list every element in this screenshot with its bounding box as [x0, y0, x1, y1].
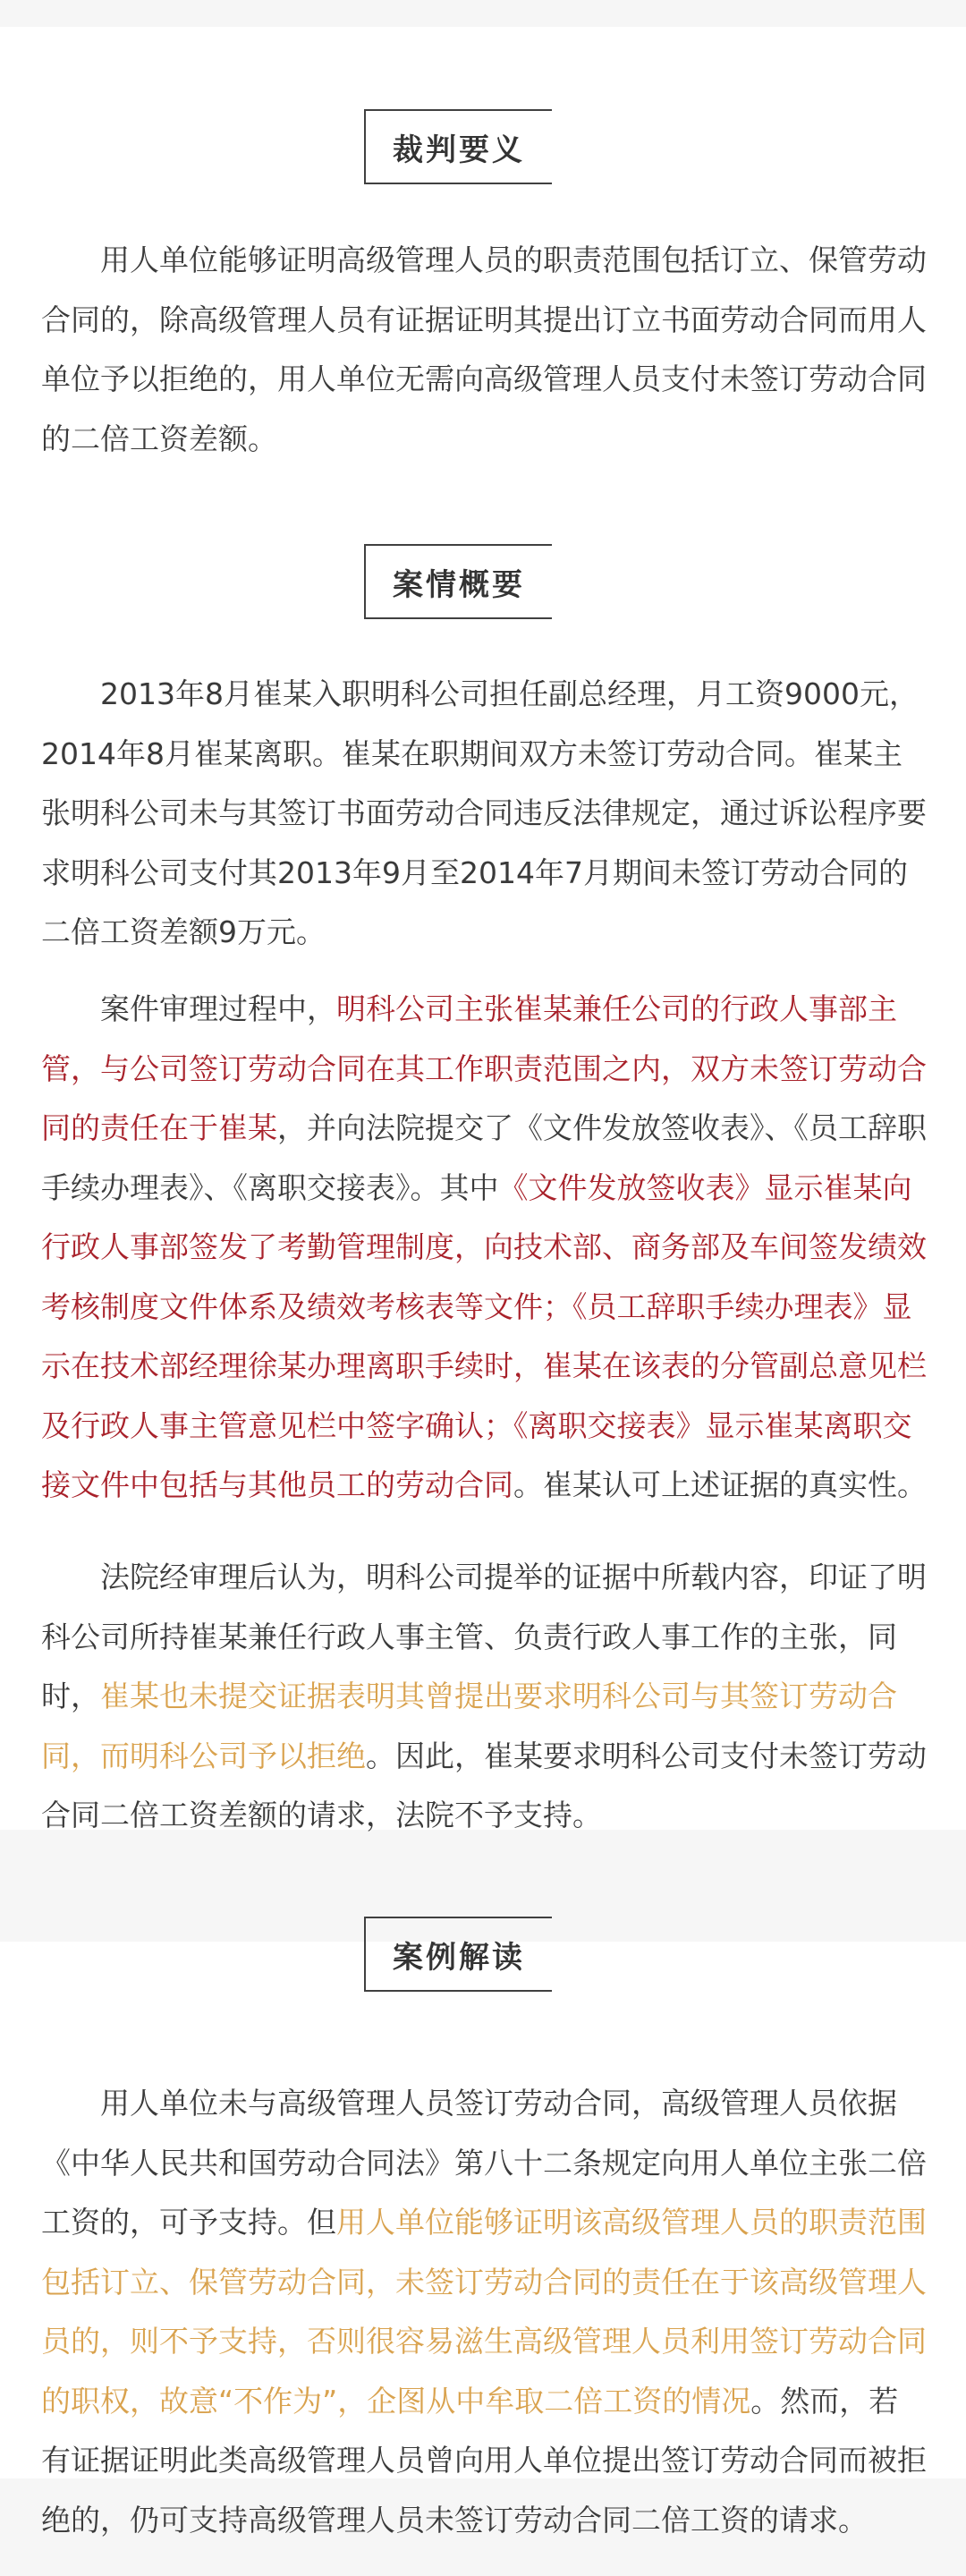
- section-title-interpretation: 案例解读: [364, 1917, 552, 1992]
- paragraph-text: ，并向法院提交了《文件发放签收表》、《员工辞职手续办理表》、《离职交接表》。其中: [41, 1110, 927, 1205]
- highlight-red-text: 《文件发放签收表》显示崔某向行政人事部签发了考勤管理制度，向技术部、商务部及车间签发绩效考核制度文件体系及绩效考核表等文件；《员工辞职手续办理表》显示在技术部经理徐某办理离职手续时，崔某在该表的分管副总意见栏及行政人事主管意见栏中签字确认；《离职交接表》显示崔某离职交接文件中包括与其他员工的劳动合同: [41, 1169, 927, 1502]
- highlight-orange-text: 用人单位能够证明该高级管理人员的职责范围包括订立、保管劳动合同，未签订劳动合同的责任在于该高级管理人员的，则不予支持，否则很容易滋生高级管理人员利用签订劳动合同的职权，故意“不作为”，企图从中牟取二倍工资的情况: [41, 2205, 927, 2419]
- background-band-top: [0, 0, 966, 27]
- section-title-ruling: 裁判要义: [364, 109, 552, 184]
- paragraph-text: 。崔某认可上述证据的真实性。: [513, 1467, 927, 1502]
- paragraph-text: 用人单位未与高级管理人员签订劳动合同，高级管理人员依据《中华人民共和国劳动合同法》第八十二条规定向用人单位主张二倍工资的，可予支持。但: [41, 2086, 927, 2240]
- ruling-paragraph: 用人单位能够证明高级管理人员的职责范围包括订立、保管劳动合同的，除高级管理人员有证据证明其提出订立书面劳动合同而用人单位予以拒绝的，用人单位无需向高级管理人员支付未签订劳动合同的二倍工资差额。: [41, 242, 927, 456]
- section-title-case-summary: 案情概要: [364, 544, 552, 619]
- case-summary-paragraph-2: [41, 980, 927, 1516]
- interpretation-paragraph: [41, 2074, 927, 2550]
- case-summary-paragraph-3: [41, 1548, 927, 1846]
- paragraph-text: 。然而，若有证据证明此类高级管理人员曾向用人单位提出签订劳动合同而被拒绝的，仍可支持高级管理人员未签订劳动合同二倍工资的请求。: [41, 2383, 927, 2538]
- highlight-red-text: 明科公司主张崔某兼任公司的行政人事部主管，与公司签订劳动合同在其工作职责范围之内，双方未签订劳动合同的责任在于崔某: [41, 991, 927, 1145]
- case-summary-paragraph-1: 2013年8月崔某入职明科公司担任副总经理，月工资9000元，2014年8月崔某离职。崔某在职期间双方未签订劳动合同。崔某主张明科公司未与其签订书面劳动合同违反法律规定，通过诉讼程序要求明科公司支付其2013年9月至2014年7月期间未签订劳动合同的二倍工资差额9万元。: [41, 676, 927, 949]
- paragraph-text: 案件审理过程中，: [100, 991, 336, 1026]
- paragraph-text: 。因此，崔某要求明科公司支付未签订劳动合同二倍工资差额的请求，法院不予支持。: [41, 1738, 927, 1832]
- highlight-orange-text: 崔某也未提交证据表明其曾提出要求明科公司与其签订劳动合同，而明科公司予以拒绝: [41, 1679, 897, 1773]
- paragraph-text: 法院经审理后认为，明科公司提举的证据中所载内容，印证了明科公司所持崔某兼任行政人事主管、负责行政人事工作的主张，同时，: [41, 1560, 927, 1713]
